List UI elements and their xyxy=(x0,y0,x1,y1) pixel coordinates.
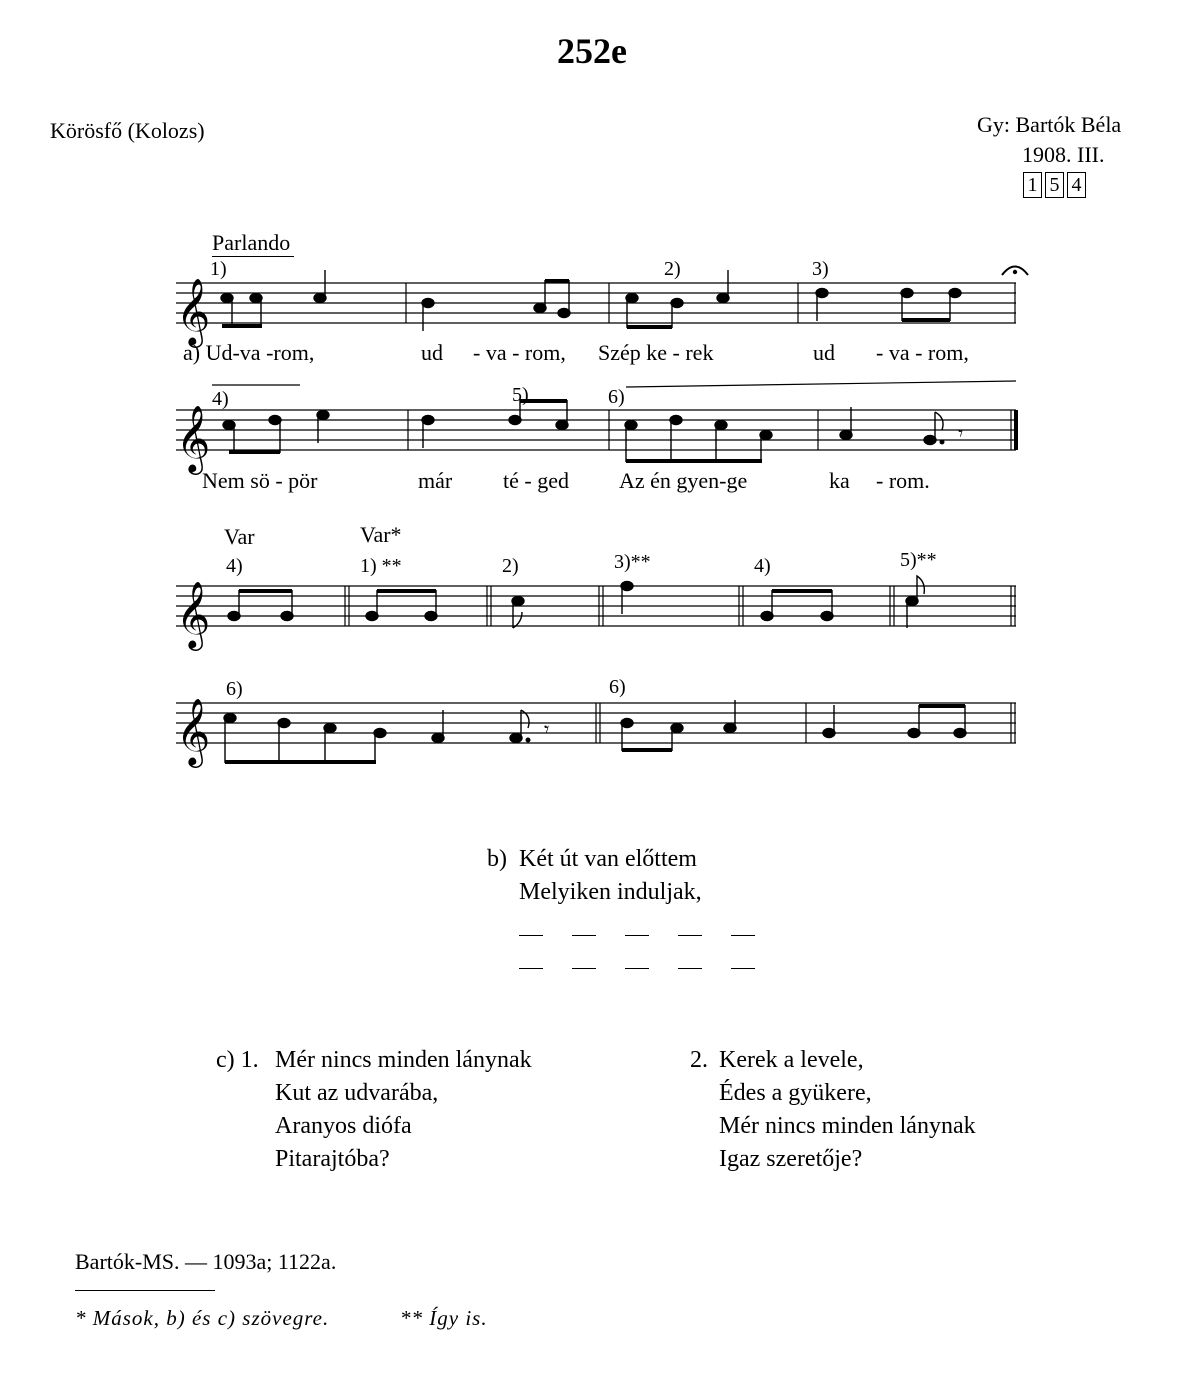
verse-line: Kerek a levele, xyxy=(719,1047,864,1073)
phrase-mark: 4) xyxy=(212,388,229,410)
treble-clef-icon: 𝄞 xyxy=(176,697,211,765)
phrase-mark: 1) ** xyxy=(360,555,402,577)
lyric: - va - rom, xyxy=(473,340,566,365)
footnote: ** Így is. xyxy=(400,1306,488,1330)
verse-c-label: c) 1. xyxy=(216,1047,259,1073)
lyric: Az én gyen-ge xyxy=(619,468,748,493)
phrase-mark: 5) xyxy=(512,384,529,406)
catalog-box: 4 xyxy=(1067,172,1086,198)
lyric: Szép ke - rek xyxy=(598,340,714,365)
verse-c2-label: 2. xyxy=(690,1047,708,1073)
phrase-mark: 6) xyxy=(608,386,625,408)
phrase-mark: 6) xyxy=(226,678,243,700)
eighth-rest-icon: 𝄾 xyxy=(544,717,550,741)
lyric: té - ged xyxy=(503,468,569,493)
place-label: Körösfő (Kolozs) xyxy=(50,118,205,143)
eighth-rest-icon: 𝄾 xyxy=(958,421,964,445)
lyric: - rom. xyxy=(876,468,930,493)
lyric: - va - rom, xyxy=(876,340,969,365)
treble-clef-icon: 𝄞 xyxy=(176,404,211,472)
treble-clef-icon: 𝄞 xyxy=(176,580,211,648)
tempo-marking: Parlando xyxy=(212,230,294,257)
omitted-line-dashes xyxy=(519,959,784,977)
collector-label: Gy: Bartók Béla xyxy=(977,112,1122,137)
lyric: ka xyxy=(829,468,850,493)
lyric: Nem sö - pör xyxy=(202,468,318,493)
footnote: * Mások, b) és c) szövegre. xyxy=(75,1306,330,1330)
omitted-line-dashes xyxy=(519,926,784,944)
source-reference: Bartók-MS. — 1093a; 1122a. xyxy=(75,1249,337,1274)
verse-line: Édes a gyükere, xyxy=(719,1080,872,1106)
phrase-mark: 4) xyxy=(226,555,243,577)
phrase-mark: 2) xyxy=(502,555,519,577)
date-label: 1908. III. xyxy=(1022,142,1105,167)
lyric: ud xyxy=(421,340,443,365)
verse-line: Két út van előttem xyxy=(519,846,697,872)
phrase-mark: 3)** xyxy=(614,551,651,573)
verse-line: Kut az udvarába, xyxy=(275,1080,439,1106)
verse-b-label: b) xyxy=(487,846,507,872)
lyric: a) Ud-va -rom, xyxy=(183,340,315,365)
verse-line: Aranyos diófa xyxy=(275,1113,412,1139)
verse-line: Melyiken induljak, xyxy=(519,879,702,905)
verse-line: Pitarajtóba? xyxy=(275,1146,390,1172)
phrase-mark: 5)** xyxy=(900,549,937,571)
verse-line: Igaz szeretője? xyxy=(719,1146,863,1172)
lyric: ud xyxy=(813,340,835,365)
verse-line: Mér nincs minden lánynak xyxy=(275,1047,532,1073)
lyric: már xyxy=(418,468,453,493)
phrase-mark: 6) xyxy=(609,676,626,698)
verse-line: Mér nincs minden lánynak xyxy=(719,1113,976,1139)
variant-label: Var* xyxy=(360,522,402,547)
phrase-mark: 3) xyxy=(812,258,829,280)
treble-clef-icon: 𝄞 xyxy=(176,277,211,345)
catalog-box: 5 xyxy=(1045,172,1064,198)
variant-label: Var xyxy=(224,524,255,549)
catalog-box: 1 xyxy=(1023,172,1042,198)
footnote-rule xyxy=(75,1290,215,1291)
phrase-mark: 1) xyxy=(210,258,227,280)
page-title: 252e xyxy=(557,31,627,71)
phrase-mark: 2) xyxy=(664,258,681,280)
phrase-mark: 4) xyxy=(754,555,771,577)
